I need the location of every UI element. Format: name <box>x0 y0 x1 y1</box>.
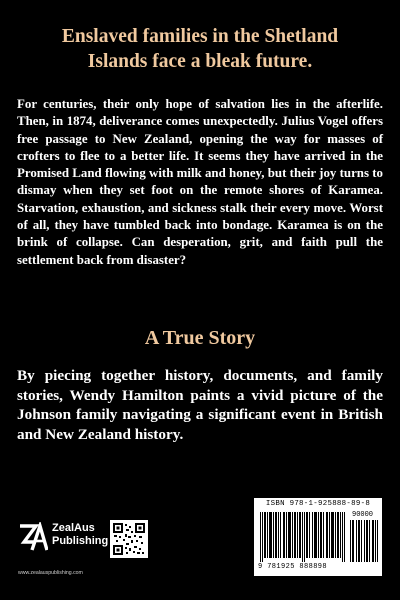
barcode-digits: 9 781925 888898 <box>258 563 328 571</box>
publisher-url: www.zealauspublishing.com <box>18 570 83 576</box>
price-code: 90000 <box>352 511 374 519</box>
publisher-logo <box>18 516 108 576</box>
headline-line-2: Islands face a bleak future. <box>87 51 313 72</box>
qr-code-icon <box>110 520 148 558</box>
za-monogram-icon <box>18 522 48 554</box>
isbn-label: ISBN 978-1-925888-89-8 <box>265 500 371 508</box>
addon-barcode-bars <box>350 520 378 562</box>
headline-line-1: Enslaved families in the Shetland <box>61 26 339 47</box>
publisher-name-line-2: Publishing <box>52 535 109 547</box>
blurb-paragraph: For centuries, their only hope of salvation lies in the afterlife. Then, in 1874, deliverance comes unexpectedly. Julius Vogel offers free passage to New Zealand, opening the way for masses of crofters to flee to a better life. It seems they have arrived in the Promised Land flowing with milk and honey, but their joy turns to dismay when they set foot on the remote shores of Karamea. Starvation, exhaustion, and sickness stalk their every move. Worst of all, they have tumbled back into bondage. Karamea is on the brink of collapse. Can desperation, grit, and faith pull the settlement back from disaster? <box>17 97 383 267</box>
headline <box>16 24 384 74</box>
summary-paragraph: By piecing together history, documents, and family stories, Wendy Hamilton paints a vivid picture of the Johnson family navigating a significant event in British and New Zealand history. <box>17 367 383 443</box>
barcode-bars <box>260 512 346 562</box>
publisher-name-line-1: ZealAus <box>52 522 95 534</box>
publisher-name <box>52 522 108 548</box>
section-heading: A True Story <box>144 327 256 349</box>
isbn-barcode <box>254 498 382 576</box>
